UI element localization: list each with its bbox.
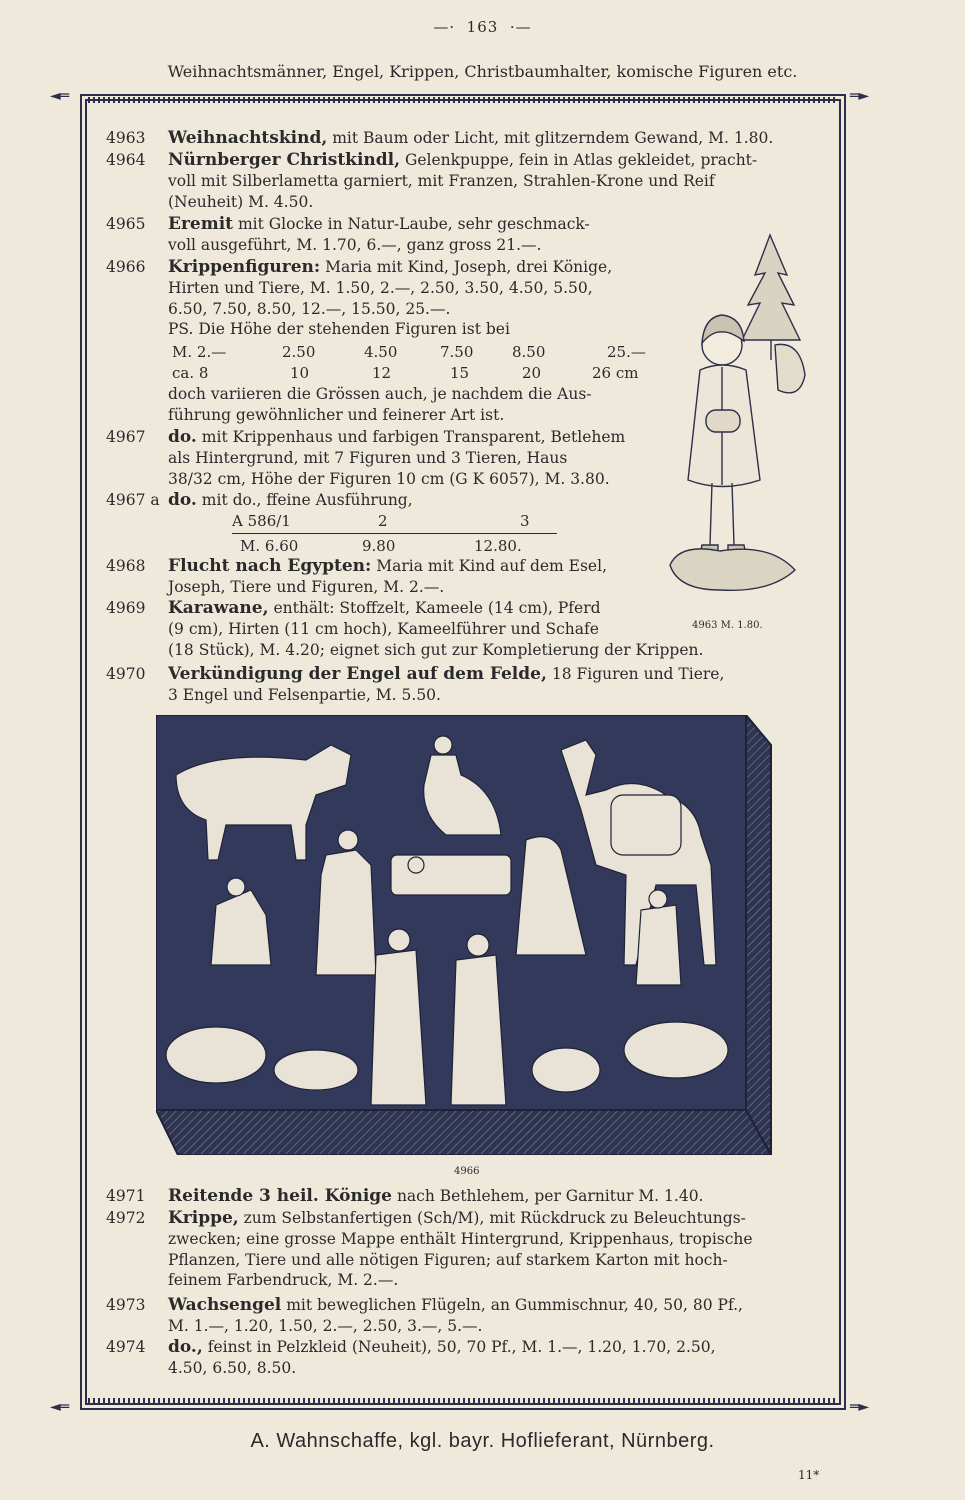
entry-text: führung gewöhnlicher und feinerer Art ist.: [168, 405, 505, 424]
entry-text: 4.50, 6.50, 8.50.: [168, 1358, 297, 1377]
entry-number: 4972: [106, 1209, 146, 1227]
entry-title: Wachsengel: [168, 1295, 282, 1315]
entry-title: do.,: [168, 1337, 203, 1357]
height-cell: 26 cm: [592, 364, 639, 382]
entry-text: 6.50, 7.50, 8.50, 12.—, 15.50, 25.—.: [168, 299, 451, 318]
table-cell: 9.80: [362, 537, 396, 555]
entry-text: feinem Farbendruck, M. 2.—.: [168, 1271, 399, 1290]
entry-title: Verkündigung der Engel auf dem Felde,: [168, 664, 547, 684]
table-rule: [232, 533, 557, 534]
page-signature: 11*: [798, 1468, 820, 1482]
height-cell: 10: [290, 364, 310, 382]
entry-title: Flucht nach Egypten:: [168, 556, 372, 576]
entry-text: voll ausgeführt, M. 1.70, 6.—, ganz gross 21.—.: [168, 235, 542, 254]
right-arrow-ornament-bottom: ═►: [850, 1399, 870, 1415]
left-arrow-ornament: ◄═: [50, 88, 70, 104]
price-cell: 7.50: [440, 343, 474, 361]
entry-title: do.: [168, 427, 197, 447]
entry-text: mit do., ffeine Ausführung,: [201, 491, 413, 509]
entry-title: Karawane,: [168, 598, 269, 618]
price-cell: 8.50: [512, 343, 546, 361]
entry-text: feinst in Pelzkleid (Neuheit), 50, 70 Pf., M. 1.—, 1.20, 1.70, 2.50,: [207, 1338, 716, 1356]
entry-text: als Hintergrund, mit 7 Figuren und 3 Tieren, Haus: [168, 448, 568, 467]
entry-number: 4967: [106, 428, 146, 446]
christ-child-illustration: [660, 225, 820, 615]
entry-title: do.: [168, 490, 197, 510]
entry-number: 4968: [106, 557, 146, 575]
price-cell: 25.—: [607, 343, 646, 361]
table-cell: 3: [520, 512, 530, 530]
entry-number: 4973: [106, 1296, 146, 1314]
entry-text: Maria mit Kind, Joseph, drei Könige,: [325, 258, 613, 276]
entry-text: mit Glocke in Natur-Laube, sehr geschmack-: [237, 215, 590, 233]
illustration-caption-4966: 4966: [454, 1166, 480, 1177]
table-cell: M. 6.60: [240, 537, 299, 555]
page-number: 163: [466, 18, 499, 36]
entry-title: Krippenfiguren:: [168, 257, 321, 277]
entry-text: mit Baum oder Licht, mit glitzerndem Gewand, M. 1.80.: [332, 129, 774, 147]
bottom-border-ornament: [88, 1398, 838, 1404]
entry-text: zwecken; eine grosse Mappe enthält Hintergrund, Krippenhaus, tropische: [168, 1229, 753, 1248]
right-arrow-ornament: ═►: [850, 88, 870, 104]
entry-title: Krippe,: [168, 1208, 239, 1228]
entry-title: Weihnachtskind,: [168, 128, 328, 148]
entry-text: mit Krippenhaus und farbigen Transparent, Betlehem: [201, 428, 626, 446]
entry-text: 18 Figuren und Tiere,: [551, 665, 725, 683]
entry-number: 4963: [106, 129, 146, 147]
entry-text: Pflanzen, Tiere und alle nötigen Figuren; auf starkem Karton mit hoch-: [168, 1250, 728, 1269]
illustration-caption: 4963 M. 1.80.: [692, 620, 763, 631]
entry-number: 4966: [106, 258, 146, 276]
entry-text: mit beweglichen Flügeln, an Gummischnur, 40, 50, 80 Pf.,: [286, 1296, 743, 1314]
height-cell: 15: [450, 364, 470, 382]
entry-text: doch variieren die Grössen auch, je nachdem die Aus-: [168, 385, 592, 403]
entry-text: (18 Stück), M. 4.20; eignet sich gut zur Kompletierung der Krippen.: [168, 640, 704, 659]
entry-number: 4969: [106, 599, 146, 617]
entry-number: 4964: [106, 151, 146, 169]
entry-text: zum Selbstanfertigen (Sch/M), mit Rückdruck zu Beleuchtungs-: [243, 1209, 746, 1227]
publisher-footer: A. Wahnschaffe, kgl. bayr. Hoflieferant, Nürnberg.: [250, 1430, 715, 1452]
entry-title: Reitende 3 heil. Könige: [168, 1186, 392, 1206]
entry-text: Gelenkpuppe, fein in Atlas gekleidet, pracht-: [404, 151, 758, 169]
entry-text: (9 cm), Hirten (11 cm hoch), Kameelführer und Schafe: [168, 619, 599, 638]
entry-text: Maria mit Kind auf dem Esel,: [376, 557, 607, 575]
price-cell: 4.50: [364, 343, 398, 361]
entry-number: 4965: [106, 215, 146, 233]
entry-text: enthält: Stoffzelt, Kameele (14 cm), Pferd: [273, 599, 601, 617]
entry-text: voll mit Silberlametta garniert, mit Franzen, Strahlen-Krone und Reif: [168, 171, 715, 190]
entry-number: 4967 a: [106, 491, 160, 509]
entry-text: M. 1.—, 1.20, 1.50, 2.—, 2.50, 3.—, 5.—.: [168, 1316, 483, 1335]
entry-title: Nürnberger Christkindl,: [168, 150, 401, 170]
table-cell: A 586/1: [232, 512, 291, 530]
page-number-line: —· 163 ·—: [433, 18, 532, 36]
entry-text: nach Bethlehem, per Garnitur M. 1.40.: [396, 1187, 704, 1205]
table-cell: 2: [378, 512, 388, 530]
price-cell: 2.50: [282, 343, 316, 361]
height-cell: ca. 8: [172, 364, 209, 382]
entry-title: Eremit: [168, 214, 234, 234]
entry-text: (Neuheit) M. 4.50.: [168, 192, 314, 211]
running-header: Weihnachtsmänner, Engel, Krippen, Christbaumhalter, komische Figuren etc.: [167, 62, 798, 81]
table-cell: 12.80.: [474, 537, 522, 555]
entry-text: Joseph, Tiere und Figuren, M. 2.—.: [168, 577, 445, 596]
entry-text: PS. Die Höhe der stehenden Figuren ist bei: [168, 320, 510, 339]
entry-text: Hirten und Tiere, M. 1.50, 2.—, 2.50, 3.50, 4.50, 5.50,: [168, 278, 593, 297]
entry-text: 3 Engel und Felsenpartie, M. 5.50.: [168, 685, 441, 704]
entry-text: 38/32 cm, Höhe der Figuren 10 cm (G K 6057), M. 3.80.: [168, 469, 610, 488]
price-cell: M. 2.—: [172, 343, 227, 361]
top-border-ornament: [88, 97, 838, 103]
left-arrow-ornament-bottom: ◄═: [50, 1399, 70, 1415]
height-cell: 12: [372, 364, 392, 382]
nativity-figures-illustration: [156, 715, 776, 1155]
entry-number: 4974: [106, 1338, 146, 1356]
entry-number: 4970: [106, 665, 146, 683]
entry-number: 4971: [106, 1187, 146, 1205]
height-cell: 20: [522, 364, 542, 382]
